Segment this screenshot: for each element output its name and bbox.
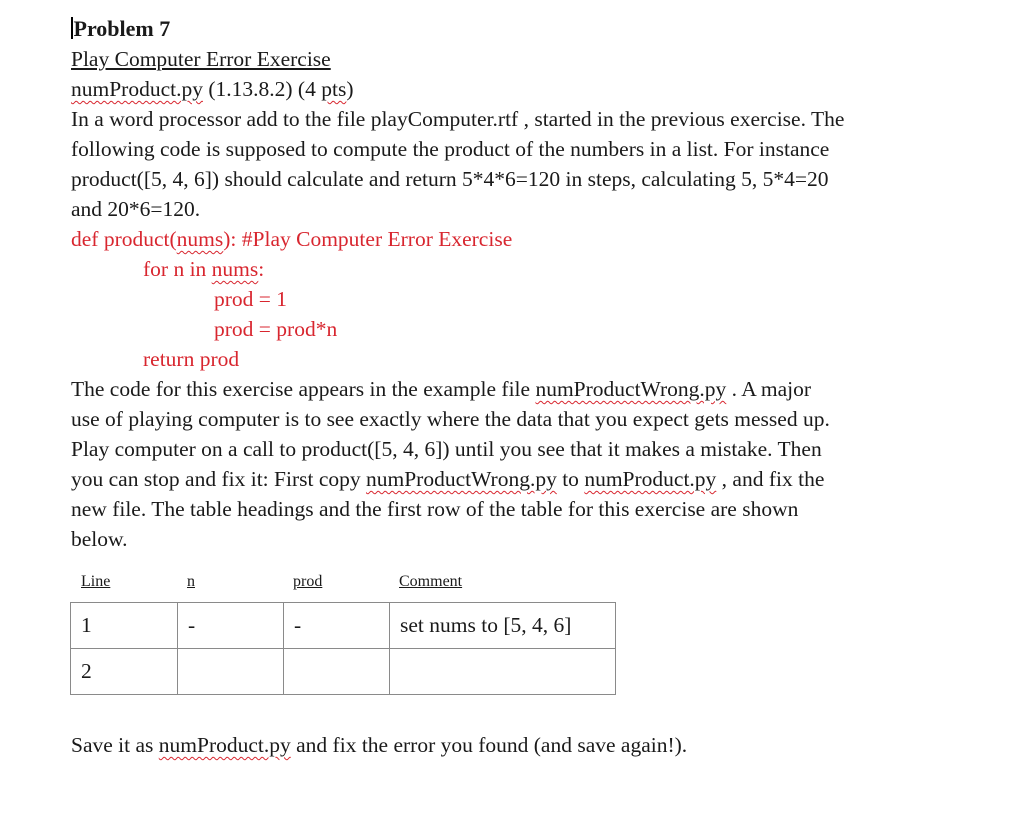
header-n: n (187, 573, 195, 590)
pts-text: pts (321, 77, 347, 101)
body-line-4: you can stop and fix it: First copy numProductWrong.py to numProduct.py , and fix the (71, 467, 825, 491)
cell-n[interactable]: - (178, 603, 284, 649)
document-body[interactable] (71, 14, 971, 554)
body-line-5: new file. The table headings and the first row of the table for this exercise are shown (71, 497, 799, 521)
header-comment: Comment (399, 573, 463, 590)
table-row (71, 649, 616, 695)
text-cursor (71, 17, 73, 39)
file-reference-line: numProduct.py (1.13.8.2) (4 pts) (71, 77, 354, 101)
cell-line[interactable]: 2 (71, 649, 178, 695)
code-line-for: for n in nums: (143, 257, 265, 281)
code-line-return: return prod (143, 347, 240, 371)
header-line: Line (81, 573, 111, 590)
code-line-def: def product(nums): #Play Computer Error Exercise (71, 227, 513, 251)
intro-line-1: In a word processor add to the file playComputer.rtf , started in the previous exercise. The (71, 107, 845, 131)
trace-table (70, 602, 616, 695)
table-headings (0, 566, 900, 598)
save-instruction: Save it as numProduct.py and fix the error you found (and save again!). (71, 733, 688, 757)
problem-heading: Problem 7 (71, 14, 971, 44)
cell-comment[interactable] (390, 649, 616, 695)
cell-prod[interactable]: - (284, 603, 390, 649)
code-line-prod-mult: prod = prod*n (214, 317, 338, 341)
body-line-6: below. (71, 527, 128, 551)
intro-line-4: and 20*6=120. (71, 197, 201, 221)
file-name-numproduct: numProduct.py (71, 77, 203, 101)
header-prod: prod (293, 573, 323, 590)
exercise-subtitle: Play Computer Error Exercise (71, 47, 331, 71)
intro-line-2: following code is supposed to compute the product of the numbers in a list. For instance (71, 137, 830, 161)
body-line-3: Play computer on a call to product([5, 4, 6]) until you see that it makes a mistake. Then (71, 437, 822, 461)
code-line-prod-init: prod = 1 (214, 287, 288, 311)
body-line-1: The code for this exercise appears in the example file numProductWrong.py . A major (71, 377, 812, 401)
body-line-2: use of playing computer is to see exactly where the data that you expect gets messed up. (71, 407, 830, 431)
cell-comment[interactable]: set nums to [5, 4, 6] (390, 603, 616, 649)
cell-n[interactable] (178, 649, 284, 695)
cell-line[interactable]: 1 (71, 603, 178, 649)
cell-prod[interactable] (284, 649, 390, 695)
intro-line-3: product([5, 4, 6]) should calculate and return 5*4*6=120 in steps, calculating 5, 5*4=20 (71, 167, 829, 191)
table-row (71, 603, 616, 649)
